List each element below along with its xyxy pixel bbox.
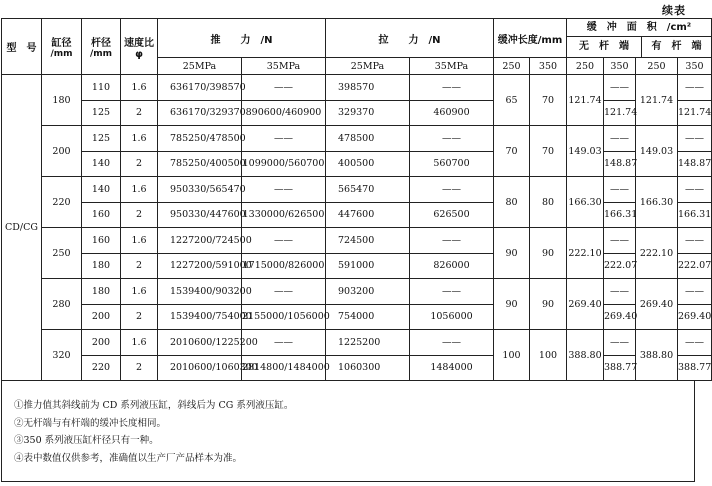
header-re-250: 250 xyxy=(636,58,678,75)
rod-end-350-cell: —— xyxy=(678,330,712,356)
push-25-cell: 950330/565470 xyxy=(158,177,242,203)
pull-25-cell: 478500 xyxy=(326,126,410,152)
table-row xyxy=(2,253,712,279)
speed-ratio-cell: 1.6 xyxy=(121,126,158,152)
no-rod-350-cell: —— xyxy=(604,177,636,203)
push-35-cell: 1099000/560700 xyxy=(242,151,326,177)
rod-cell: 160 xyxy=(82,228,121,254)
header-cl-250: 250 xyxy=(494,58,530,75)
header-model: 型 号 xyxy=(2,19,42,75)
table-row xyxy=(2,355,712,381)
no-rod-350-cell: 222.07 xyxy=(604,253,636,279)
header-cushion-area: 缓 冲 面 积 /cm² xyxy=(567,19,711,37)
header-push-35: 35MPa xyxy=(242,58,326,75)
push-25-cell: 1539400/754000 xyxy=(158,304,242,330)
cushion-length-350-cell: 70 xyxy=(530,75,567,126)
rod-end-250-cell: 388.80 xyxy=(636,330,678,381)
push-25-cell: 2010600/1060300 xyxy=(158,355,242,381)
cylinder-spec-table xyxy=(1,18,712,381)
rod-end-350-cell: —— xyxy=(678,177,712,203)
header-push: 推 力 /N xyxy=(158,19,326,58)
push-35-cell: —— xyxy=(242,228,326,254)
pull-25-cell: 754000 xyxy=(326,304,410,330)
no-rod-250-cell: 149.03 xyxy=(567,126,604,177)
rod-cell: 180 xyxy=(82,253,121,279)
continued-label: 续表 xyxy=(662,4,686,17)
speed-ratio-cell: 2 xyxy=(121,151,158,177)
rod-end-350-cell: —— xyxy=(678,126,712,152)
header-cushion-length: 缓冲长度/mm xyxy=(494,19,567,58)
rod-end-350-cell: 222.07 xyxy=(678,253,712,279)
push-25-cell: 785250/478500 xyxy=(158,126,242,152)
note-3: ③350 系列液压缸杆径只有一种。 xyxy=(14,435,159,446)
push-25-cell: 1227200/724500 xyxy=(158,228,242,254)
header-pull-25: 25MPa xyxy=(326,58,410,75)
pull-35-cell: 560700 xyxy=(410,151,494,177)
cushion-length-250-cell: 65 xyxy=(494,75,530,126)
pull-25-cell: 329370 xyxy=(326,100,410,126)
no-rod-350-cell: —— xyxy=(604,228,636,254)
bore-cell: 180 xyxy=(42,75,82,126)
speed-ratio-cell: 2 xyxy=(121,304,158,330)
header-cl-350: 350 xyxy=(530,58,567,75)
rod-cell: 140 xyxy=(82,151,121,177)
push-35-cell: 890600/460900 xyxy=(242,100,326,126)
no-rod-350-cell: —— xyxy=(604,330,636,356)
rod-cell: 200 xyxy=(82,330,121,356)
rod-cell: 180 xyxy=(82,279,121,305)
rod-cell: 220 xyxy=(82,355,121,381)
rod-cell: 125 xyxy=(82,126,121,152)
table-row xyxy=(2,330,712,356)
bore-cell: 280 xyxy=(42,279,82,330)
notes xyxy=(1,380,695,482)
bore-cell: 250 xyxy=(42,228,82,279)
pull-25-cell: 400500 xyxy=(326,151,410,177)
header-bore: 缸径 /mm xyxy=(42,19,82,75)
rod-cell: 125 xyxy=(82,100,121,126)
pull-35-cell: —— xyxy=(410,75,494,101)
model-cell: CD/CG xyxy=(2,75,42,381)
bore-cell: 320 xyxy=(42,330,82,381)
pull-25-cell: 565470 xyxy=(326,177,410,203)
note-4: ④表中数值仅供参考，准确值以生产厂产品样本为准。 xyxy=(14,452,243,464)
speed-ratio-cell: 2 xyxy=(121,253,158,279)
cushion-length-350-cell: 80 xyxy=(530,177,567,228)
bore-cell: 200 xyxy=(42,126,82,177)
push-35-cell: 1715000/826000 xyxy=(242,253,326,279)
table-row xyxy=(2,75,712,101)
speed-ratio-cell: 2 xyxy=(121,355,158,381)
speed-ratio-cell: 1.6 xyxy=(121,279,158,305)
speed-ratio-cell: 2 xyxy=(121,202,158,228)
push-35-cell: 1330000/626500 xyxy=(242,202,326,228)
header-push-25: 25MPa xyxy=(158,58,242,75)
no-rod-250-cell: 222.10 xyxy=(567,228,604,279)
rod-end-350-cell: 121.74 xyxy=(678,100,712,126)
rod-end-250-cell: 121.74 xyxy=(636,75,678,126)
rod-end-350-cell: 166.31 xyxy=(678,202,712,228)
pull-35-cell: —— xyxy=(410,177,494,203)
header-pull: 拉 力 /N xyxy=(326,19,494,58)
table-row xyxy=(2,126,712,152)
no-rod-350-cell: —— xyxy=(604,279,636,305)
push-35-cell: 2155000/1056000 xyxy=(242,304,326,330)
push-25-cell: 636170/329370 xyxy=(158,100,242,126)
rod-cell: 140 xyxy=(82,177,121,203)
table-row xyxy=(2,100,712,126)
no-rod-350-cell: —— xyxy=(604,126,636,152)
rod-end-350-cell: 148.87 xyxy=(678,151,712,177)
table-row xyxy=(2,202,712,228)
header-cushion-area-block xyxy=(567,19,712,58)
table-row xyxy=(2,304,712,330)
no-rod-350-cell: —— xyxy=(604,75,636,101)
header-re-350: 350 xyxy=(678,58,712,75)
push-25-cell: 1539400/903200 xyxy=(158,279,242,305)
speed-ratio-cell: 1.6 xyxy=(121,228,158,254)
cushion-length-350-cell: 70 xyxy=(530,126,567,177)
table-row xyxy=(2,177,712,203)
cushion-length-250-cell: 90 xyxy=(494,228,530,279)
header-rod: 杆径 /mm xyxy=(82,19,121,75)
rod-end-350-cell: —— xyxy=(678,279,712,305)
rod-end-350-cell: 388.77 xyxy=(678,355,712,381)
push-35-cell: —— xyxy=(242,330,326,356)
header-rod-end: 有 杆 端 xyxy=(651,41,702,52)
pull-25-cell: 1060300 xyxy=(326,355,410,381)
table-row xyxy=(2,279,712,305)
cushion-length-250-cell: 80 xyxy=(494,177,530,228)
cushion-length-250-cell: 70 xyxy=(494,126,530,177)
push-35-cell: —— xyxy=(242,126,326,152)
push-25-cell: 785250/400500 xyxy=(158,151,242,177)
no-rod-350-cell: 121.74 xyxy=(604,100,636,126)
pull-35-cell: —— xyxy=(410,330,494,356)
pull-35-cell: —— xyxy=(410,228,494,254)
no-rod-250-cell: 166.30 xyxy=(567,177,604,228)
rod-cell: 110 xyxy=(82,75,121,101)
header-pull-35: 35MPa xyxy=(410,58,494,75)
push-25-cell: 2010600/1225200 xyxy=(158,330,242,356)
pull-35-cell: —— xyxy=(410,126,494,152)
pull-35-cell: 1056000 xyxy=(410,304,494,330)
speed-ratio-cell: 1.6 xyxy=(121,177,158,203)
pull-35-cell: —— xyxy=(410,279,494,305)
speed-ratio-cell: 1.6 xyxy=(121,330,158,356)
pull-25-cell: 398570 xyxy=(326,75,410,101)
push-35-cell: —— xyxy=(242,279,326,305)
no-rod-250-cell: 121.74 xyxy=(567,75,604,126)
cushion-length-250-cell: 100 xyxy=(494,330,530,381)
rod-end-350-cell: —— xyxy=(678,228,712,254)
table-row xyxy=(2,228,712,254)
bore-cell: 220 xyxy=(42,177,82,228)
pull-35-cell: 460900 xyxy=(410,100,494,126)
note-1: ①推力值其斜线前为 CD 系列液压缸，斜线后为 CG 系列液压缸。 xyxy=(14,400,294,411)
note-2: ②无杆端与有杆端的缓冲长度相同。 xyxy=(14,417,167,429)
push-25-cell: 950330/447600 xyxy=(158,202,242,228)
rod-end-250-cell: 166.30 xyxy=(636,177,678,228)
rod-end-250-cell: 222.10 xyxy=(636,228,678,279)
rod-end-350-cell: 269.40 xyxy=(678,304,712,330)
header-speed-ratio: 速度比 φ xyxy=(121,19,158,75)
speed-ratio-cell: 2 xyxy=(121,100,158,126)
no-rod-350-cell: 269.40 xyxy=(604,304,636,330)
push-35-cell: 2814800/1484000 xyxy=(242,355,326,381)
push-35-cell: —— xyxy=(242,177,326,203)
push-25-cell: 636170/398570 xyxy=(158,75,242,101)
no-rod-350-cell: 388.77 xyxy=(604,355,636,381)
pull-25-cell: 447600 xyxy=(326,202,410,228)
no-rod-350-cell: 166.31 xyxy=(604,202,636,228)
rod-cell: 160 xyxy=(82,202,121,228)
header-no-rod-end: 无 杆 端 xyxy=(567,37,642,57)
rod-end-250-cell: 269.40 xyxy=(636,279,678,330)
pull-35-cell: 826000 xyxy=(410,253,494,279)
rod-end-350-cell: —— xyxy=(678,75,712,101)
header-nr-350: 350 xyxy=(604,58,636,75)
speed-ratio-cell: 1.6 xyxy=(121,75,158,101)
rod-cell: 200 xyxy=(82,304,121,330)
cushion-length-250-cell: 90 xyxy=(494,279,530,330)
push-25-cell: 1227200/591000 xyxy=(158,253,242,279)
pull-25-cell: 1225200 xyxy=(326,330,410,356)
pull-25-cell: 903200 xyxy=(326,279,410,305)
cushion-length-350-cell: 90 xyxy=(530,228,567,279)
rod-end-250-cell: 149.03 xyxy=(636,126,678,177)
table-row xyxy=(2,151,712,177)
pull-35-cell: 626500 xyxy=(410,202,494,228)
cushion-length-350-cell: 90 xyxy=(530,279,567,330)
pull-25-cell: 724500 xyxy=(326,228,410,254)
no-rod-350-cell: 148.87 xyxy=(604,151,636,177)
push-35-cell: —— xyxy=(242,75,326,101)
no-rod-250-cell: 388.80 xyxy=(567,330,604,381)
pull-35-cell: 1484000 xyxy=(410,355,494,381)
pull-25-cell: 591000 xyxy=(326,253,410,279)
cushion-length-350-cell: 100 xyxy=(530,330,567,381)
no-rod-250-cell: 269.40 xyxy=(567,279,604,330)
header-nr-250: 250 xyxy=(567,58,604,75)
